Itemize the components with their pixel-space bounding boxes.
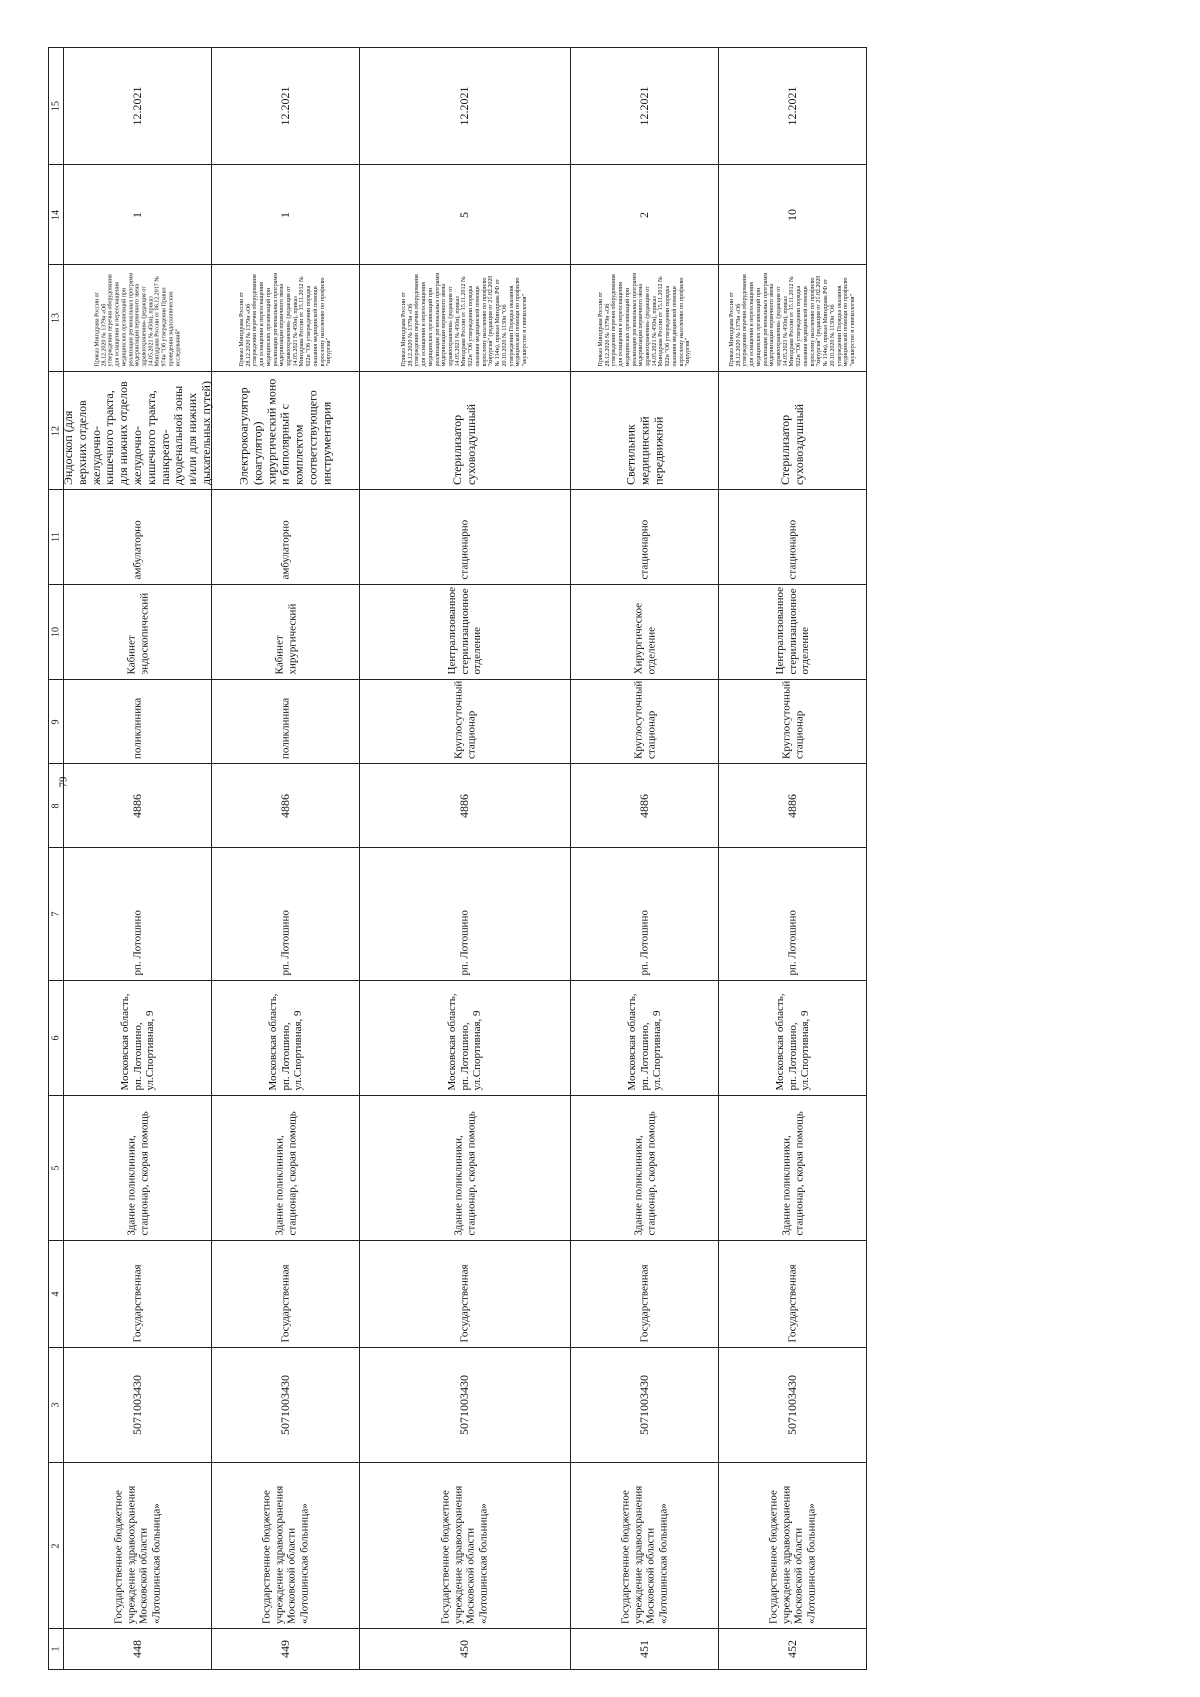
cell-date — [212, 48, 360, 165]
cell-equipment-text: Эндоскоп (для верхних отделов желудочно-кишечного тракта, для нижних отделов желудочно-кишечного тракта, панкреато-дуоденальной зоны и/или для нижних дыхательных путей) — [60, 380, 213, 485]
cell-equipment — [212, 372, 360, 490]
cell-building-text: Здание поликлиники, стационар, скорая помощь — [779, 1111, 805, 1236]
cell-legal-basis-text: Приказ Минздрава России от 28.12.2020 № 1379н «Об утверждении перечня оборудования для оснащения и переоснащения медицинских организаций при реализации региональных программ модернизации первичного звена здравоохранения» (редакция от 14.05.2021 № 450н), приказ Минздрава России от 15.11.2012 № 922н "Об утверждении порядка оказания медицинской помощи взрослому населению по профилю "хирургия" — [238, 273, 332, 367]
cell-unit — [360, 680, 571, 764]
cell-department — [212, 585, 360, 680]
cell-date — [64, 48, 212, 165]
cell-row-number-text: 448 — [129, 1640, 144, 1658]
cell-unit-text: Круглосуточный стационар — [779, 680, 805, 759]
cell-department-text: Централизованное стерилизационное отделение — [446, 586, 484, 675]
cell-care-form-text: амбулаторно — [131, 520, 144, 580]
cell-address-text: Московская область, рп. Лотошино, ул.Спортивная, 9 — [625, 993, 663, 1091]
cell-row-number — [719, 1629, 867, 1670]
cell-legal-basis — [212, 265, 360, 372]
table-row — [49, 680, 1179, 764]
data-table-sheet — [48, 47, 1178, 1669]
cell-department — [64, 585, 212, 680]
cell-locality-text: рп. Лотошино — [638, 910, 651, 976]
cell-building-text: Здание поликлиники, стационар, скорая помощь — [452, 1111, 477, 1236]
cell-legal-basis — [719, 265, 867, 372]
cell-population — [212, 764, 360, 848]
cell-date — [571, 48, 719, 165]
cell-legal-basis-text: Приказ Минздрава России от 28.12.2020 № 1379н «Об утверждении перечня оборудования для оснащения и переоснащения медицинских организаций при реализации региональных программ модернизации первичного звена здравоохранения» (редакция от 14.05.2021 № 450н), приказ Минздрава России от 15.11.2012 № 922н "Об утверждении порядка оказания медицинской помощи взрослому населению по профилю "хирургия" (редакция от 21.02.2020 № 114н), приказ Минздрава РФ от 20.10.2020 № 1130н "Об утверждении Порядка оказания медицинской помощи по профилю "акушерство и гинекология" — [401, 273, 529, 367]
column-number-cell — [49, 680, 64, 764]
column-number: 13 — [50, 313, 62, 323]
cell-locality — [719, 848, 867, 981]
cell-unit — [64, 680, 212, 764]
cell-institution — [64, 1463, 212, 1629]
column-number: 4 — [50, 1291, 62, 1297]
cell-locality — [571, 848, 719, 981]
cell-unit — [571, 680, 719, 764]
cell-address-text: Московская область, рп. Лотошино, ул.Спортивная, 9 — [266, 993, 304, 1091]
cell-department-text: Кабинет эндоскопический — [124, 592, 150, 675]
cell-row-number-text: 451 — [636, 1640, 651, 1658]
column-number-cell — [49, 848, 64, 981]
cell-population — [64, 764, 212, 848]
cell-quantity — [212, 165, 360, 265]
cell-institution-text: Государственное бюджетное учреждение здравоохранения Московской области «Лотошинская больница» — [260, 1485, 311, 1624]
cell-address — [64, 981, 212, 1096]
cell-care-form — [571, 490, 719, 585]
cell-care-form-text: стационарно — [786, 519, 799, 580]
cell-quantity-text: 1 — [277, 211, 292, 218]
cell-code-text: 5071003430 — [636, 1375, 651, 1435]
cell-ownership — [571, 1241, 719, 1348]
cell-code-text: 5071003430 — [277, 1375, 292, 1435]
cell-ownership-text: Государственная — [638, 1264, 651, 1343]
cell-ownership — [212, 1241, 360, 1348]
equipment-table — [48, 47, 1179, 1670]
cell-ownership — [360, 1241, 571, 1348]
column-number-cell — [49, 981, 64, 1096]
cell-locality — [360, 848, 571, 981]
cell-building-text: Здание поликлиники, стационар, скорая помощь — [631, 1111, 657, 1236]
cell-equipment-text: Стерилизатор суховоздушный — [450, 403, 478, 485]
cell-building-text: Здание поликлиники, стационар, скорая помощь — [124, 1111, 150, 1236]
table-row — [49, 372, 1179, 490]
table-row — [49, 265, 1179, 372]
table-row — [49, 490, 1179, 585]
column-number-cell — [49, 165, 64, 265]
cell-address — [719, 981, 867, 1096]
column-number: 11 — [50, 532, 62, 542]
column-number-cell — [49, 1629, 64, 1670]
cell-equipment-text: Стерилизатор суховоздушный — [777, 403, 806, 485]
table-row — [49, 848, 1179, 981]
cell-address-text: Московская область, рп. Лотошино, ул.Спортивная, 9 — [773, 993, 811, 1091]
cell-population-text: 4886 — [129, 793, 144, 818]
cell-date — [719, 48, 867, 165]
column-number-cell — [49, 1463, 64, 1629]
cell-date — [360, 48, 571, 165]
cell-locality-text: рп. Лотошино — [458, 910, 471, 976]
cell-institution — [360, 1463, 571, 1629]
cell-legal-basis — [360, 265, 571, 372]
column-number-cell — [49, 490, 64, 585]
cell-legal-basis-text: Приказ Минздрава России от 28.12.2020 № 1379н «Об утверждении перечня оборудования для оснащения и переоснащения медицинских организаций при реализации региональных программ модернизации первичного звена здравоохранения» (редакция от 14.05.2021 № 450н), приказ Минздрава России от 15.11.2012 № 922н "Об утверждении порядка оказания медицинской помощи взрослому населению по профилю "хирургия" (редакция от 21.02.2020 № 114н), приказ Минздрава РФ от 20.10.2020 № 1130н "Об утверждении Порядка оказания медицинской помощи по профилю "акушерство и гинекология" — [728, 273, 856, 367]
cell-care-form — [212, 490, 360, 585]
cell-address — [571, 981, 719, 1096]
cell-date-text: 12.2021 — [636, 86, 651, 126]
column-number: 15 — [50, 101, 62, 111]
cell-care-form-text: стационарно — [638, 519, 651, 580]
column-number-cell — [49, 1096, 64, 1241]
table-row — [49, 585, 1179, 680]
cell-locality-text: рп. Лотошино — [131, 910, 144, 976]
column-number: 2 — [50, 1543, 62, 1548]
cell-institution-text: Государственное бюджетное учреждение здравоохранения Московской области «Лотошинская больница» — [767, 1485, 818, 1624]
cell-quantity-text: 5 — [457, 211, 472, 218]
cell-ownership-text: Государственная — [279, 1264, 292, 1343]
cell-building — [360, 1096, 571, 1241]
cell-unit — [719, 680, 867, 764]
cell-unit-text: поликлиника — [131, 697, 144, 759]
column-number-cell — [49, 764, 64, 848]
cell-department-text: Централизованное стерилизационное отделение — [773, 586, 811, 675]
cell-institution — [571, 1463, 719, 1629]
table-row — [49, 1629, 1179, 1670]
cell-institution-text: Государственное бюджетное учреждение здравоохранения Московской области «Лотошинская больница» — [619, 1485, 670, 1624]
cell-code-text: 5071003430 — [129, 1375, 144, 1435]
column-number: 1 — [50, 1646, 62, 1652]
cell-quantity — [64, 165, 212, 265]
cell-building-text: Здание поликлиники, стационар, скорая помощь — [272, 1111, 298, 1236]
cell-care-form — [64, 490, 212, 585]
cell-building — [719, 1096, 867, 1241]
column-number: 8 — [50, 803, 62, 808]
cell-address-text: Московская область, рп. Лотошино, ул.Спортивная, 9 — [118, 993, 156, 1091]
cell-quantity — [360, 165, 571, 265]
column-number: 14 — [50, 209, 62, 220]
cell-equipment — [719, 372, 867, 490]
cell-institution-text: Государственное бюджетное учреждение здравоохранения Московской области «Лотошинская больница» — [439, 1485, 490, 1624]
table-row — [49, 981, 1179, 1096]
column-number: 3 — [50, 1402, 62, 1408]
cell-locality — [64, 848, 212, 981]
cell-department — [571, 585, 719, 680]
cell-equipment — [60, 372, 213, 490]
cell-date-text: 12.2021 — [457, 86, 472, 126]
cell-locality — [212, 848, 360, 981]
cell-building — [212, 1096, 360, 1241]
column-number: 12 — [50, 425, 62, 436]
cell-locality-text: рп. Лотошино — [279, 910, 292, 976]
cell-quantity — [719, 165, 867, 265]
cell-equipment — [360, 372, 571, 490]
cell-building — [64, 1096, 212, 1241]
cell-code — [64, 1348, 212, 1463]
column-number-cell — [49, 1241, 64, 1348]
cell-quantity-text: 10 — [784, 208, 799, 221]
cell-equipment — [571, 372, 719, 490]
cell-unit-text: поликлиника — [279, 697, 292, 759]
cell-population-text: 4886 — [784, 793, 799, 818]
column-number-cell — [49, 1348, 64, 1463]
cell-code-text: 5071003430 — [784, 1375, 799, 1435]
cell-unit-text: Круглосуточный стационар — [631, 680, 657, 759]
cell-ownership-text: Государственная — [786, 1264, 799, 1343]
cell-legal-basis — [64, 265, 212, 372]
cell-row-number — [360, 1629, 571, 1670]
cell-date-text: 12.2021 — [129, 86, 144, 126]
cell-code — [571, 1348, 719, 1463]
cell-quantity-text: 1 — [129, 211, 144, 218]
cell-population-text: 4886 — [636, 793, 651, 818]
table-row — [49, 1463, 1179, 1629]
column-number: 6 — [50, 1035, 62, 1041]
table-row — [49, 48, 1179, 165]
table-row — [49, 165, 1179, 265]
cell-legal-basis-text: Приказ Минздрава России от 28.12.2020 № 1379н «Об утверждении перечня оборудования для оснащения и переоснащения медицинских организаций при реализации региональных программ модернизации первичного звена здравоохранения» (редакция от 14.05.2021 № 450н), приказ Минздрава России от 06.12.2017 № 974н "Об утверждении Правил проведения эндоскопических исследований" — [93, 273, 181, 367]
cell-date-text: 12.2021 — [784, 86, 799, 126]
cell-department — [360, 585, 571, 680]
cell-row-number — [212, 1629, 360, 1670]
cell-care-form-text: стационарно — [458, 519, 471, 580]
cell-institution — [719, 1463, 867, 1629]
cell-address — [360, 981, 571, 1096]
cell-code — [719, 1348, 867, 1463]
cell-legal-basis-text: Приказ Минздрава России от 28.12.2020 № 1379н «Об утверждении перечня оборудования для оснащения и переоснащения медицинских организаций при реализации региональных программ модернизации первичного звена здравоохранения» (редакция от 14.05.2021 № 450н), приказ Минздрава России от 15.11.2012 № 922н "Об утверждении порядка оказания медицинской помощи взрослому населению по профилю "хирургия" — [597, 273, 691, 367]
cell-institution-text: Государственное бюджетное учреждение здравоохранения Московской области «Лотошинская больница» — [112, 1485, 163, 1624]
cell-building — [571, 1096, 719, 1241]
cell-population — [360, 764, 571, 848]
cell-quantity — [571, 165, 719, 265]
cell-department-text: Хирургическое отделение — [631, 603, 657, 675]
cell-population — [571, 764, 719, 848]
cell-code — [212, 1348, 360, 1463]
cell-legal-basis — [571, 265, 719, 372]
cell-ownership-text: Государственная — [131, 1264, 144, 1343]
cell-date-text: 12.2021 — [277, 86, 292, 126]
column-number: 9 — [50, 719, 62, 724]
table-row — [49, 1348, 1179, 1463]
table-row — [49, 1241, 1179, 1348]
cell-population — [719, 764, 867, 848]
cell-row-number-text: 449 — [277, 1640, 292, 1658]
cell-care-form — [719, 490, 867, 585]
cell-ownership — [719, 1241, 867, 1348]
page-number: 79 — [57, 776, 70, 788]
cell-population-text: 4886 — [277, 793, 292, 818]
cell-row-number-text: 450 — [457, 1640, 472, 1658]
cell-code — [360, 1348, 571, 1463]
table-row — [49, 1096, 1179, 1241]
column-number: 10 — [50, 627, 62, 637]
cell-equipment-text: Электрокоагулятор (коагулятор) хирургический моно и биполярный с комплектом соответствующего инструментария — [236, 378, 333, 485]
cell-row-number — [571, 1629, 719, 1670]
cell-row-number-text: 452 — [784, 1640, 799, 1658]
cell-code-text: 5071003430 — [457, 1375, 472, 1435]
column-number: 7 — [50, 911, 62, 917]
cell-locality-text: рп. Лотошино — [786, 910, 799, 976]
column-number-cell — [49, 585, 64, 680]
column-number: 5 — [50, 1165, 62, 1171]
cell-address-text: Московская область, рп. Лотошино, ул.Спортивная, 9 — [446, 993, 484, 1091]
table-row — [49, 764, 1179, 848]
cell-care-form — [360, 490, 571, 585]
cell-ownership — [64, 1241, 212, 1348]
cell-ownership-text: Государственная — [458, 1264, 471, 1343]
cell-department — [719, 585, 867, 680]
cell-unit — [212, 680, 360, 764]
cell-population-text: 4886 — [457, 793, 472, 818]
column-number-cell — [49, 48, 64, 165]
cell-care-form-text: амбулаторно — [279, 520, 292, 580]
column-number-cell — [49, 265, 64, 372]
cell-unit-text: Круглосуточный стационар — [452, 680, 477, 759]
cell-equipment-text: Светильник медицинский передвижной — [622, 415, 665, 485]
cell-address — [212, 981, 360, 1096]
cell-department-text: Кабинет хирургический — [272, 603, 298, 675]
cell-row-number — [64, 1629, 212, 1670]
cell-institution — [212, 1463, 360, 1629]
cell-quantity-text: 2 — [636, 211, 651, 218]
